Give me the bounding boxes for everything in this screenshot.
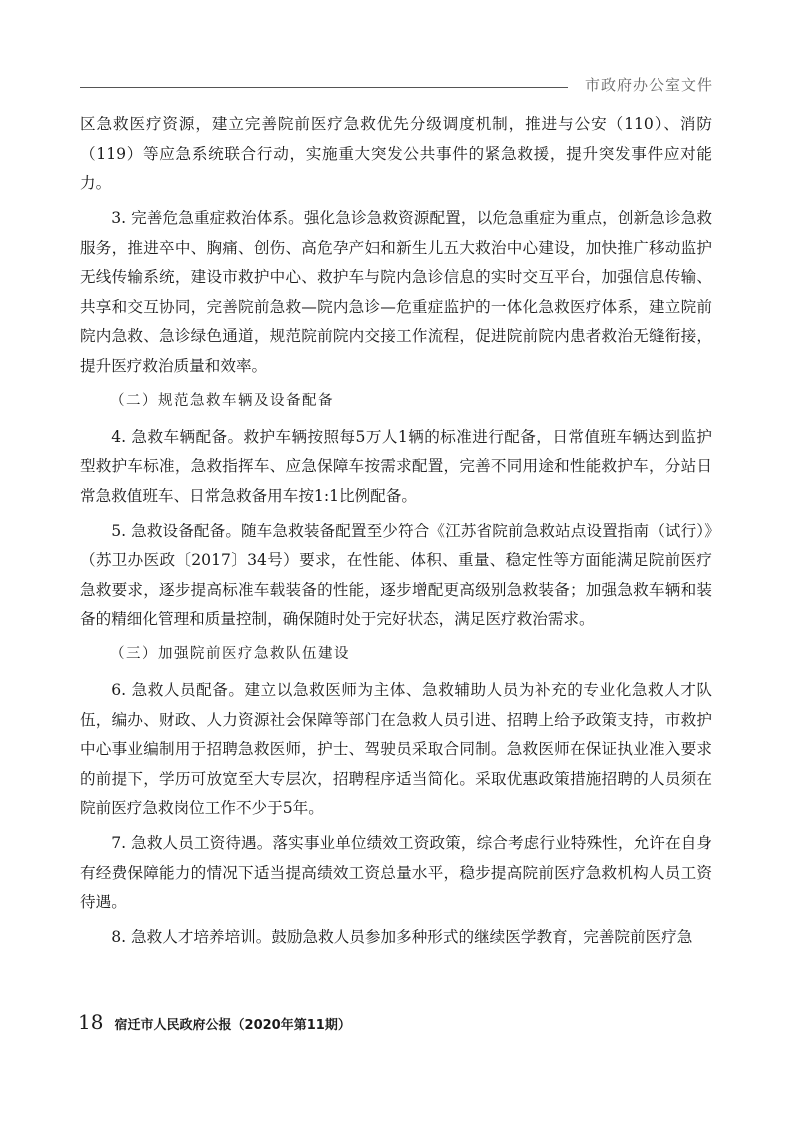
page-number: 18: [78, 1010, 104, 1034]
page-footer: [78, 1010, 351, 1034]
paragraph-vehicle-allocation: 4. 急救车辆配备。救护车辆按照每5万人1辆的标准进行配备，日常值班车辆达到监护型救护车标准，急救指挥车、应急保障车按需求配置，完善不同用途和性能救护车，分站日常急救值班车、日常急救备用车按1:1比例配备。: [80, 427, 712, 505]
section-heading-vehicles-equipment: （二）规范急救车辆及设备配备: [110, 392, 334, 409]
paragraph-staffing: 6. 急救人员配备。建立以急救医师为主体、急救辅助人员为补充的专业化急救人才队伍，编办、财政、人力资源社会保障等部门在急救人员引进、招聘上给予政策支持，市救护中心事业编制用于招聘急救医师，护士、驾驶员采取合同制。急救医师在保证执业准入要求的前提下，学历可放宽至大专层次，招聘程序适当简化。采取优惠政策措施招聘的人员须在院前医疗急救岗位工作不少于5年。: [80, 681, 712, 817]
section-heading-team-building: （三）加强院前医疗急救队伍建设: [110, 646, 350, 662]
paragraph-staff-training: 8. 急救人才培养培训。鼓励急救人员参加多种形式的继续医学教育，完善院前医疗急: [111, 928, 693, 946]
journal-name: 宿迁市人民政府公报（2020年第11期）: [114, 1018, 351, 1033]
paragraph-critical-care-system: 3. 完善危急重症救治体系。强化急诊急救资源配置，以危急重症为重点，创新急诊急救服务，推进卒中、胸痛、创伤、高危孕产妇和新生儿五大救治中心建设，加快推广移动监护无线传输系统，建设市救护中心、救护车与院内急诊信息的实时交互平台，加强信息传输、共享和交互协同，完善院前急救—院内急诊—危重症监护的一体化急救医疗体系，建立院前院内急救、急诊绿色通道，规范院前院内交接工作流程，促进院前院内患者救治无缝衔接，提升医疗救治质量和效率。: [80, 209, 712, 375]
header-rule: [80, 87, 568, 88]
paragraph-equipment-allocation: 5. 急救设备配备。随车急救装备配置至少符合《江苏省院前急救站点设置指南（试行）》（苏卫办医政〔2017〕34号）要求，在性能、体积、重量、稳定性等方面能满足院前医疗急救要求，逐步提高标准车载装备的性能，逐步增配更高级别急救装备；加强急救车辆和装备的精细化管理和质量控制，确保随时处于完好状态，满足医疗救治需求。: [80, 521, 712, 628]
paragraph-emergency-dispatch: 区急救医疗资源，建立完善院前医疗急救优先分级调度机制，推进与公安（110）、消防（119）等应急系统联合行动，实施重大突发公共事件的紧急救援，提升突发事件应对能力。: [80, 115, 712, 192]
paragraph-staff-salary: 7. 急救人员工资待遇。落实事业单位绩效工资政策，综合考虑行业特殊性，允许在自身有经费保障能力的情况下适当提高绩效工资总量水平，稳步提高院前医疗急救机构人员工资待遇。: [80, 834, 712, 911]
header-title: 市政府办公室文件: [584, 76, 713, 94]
document-body: [80, 110, 712, 958]
